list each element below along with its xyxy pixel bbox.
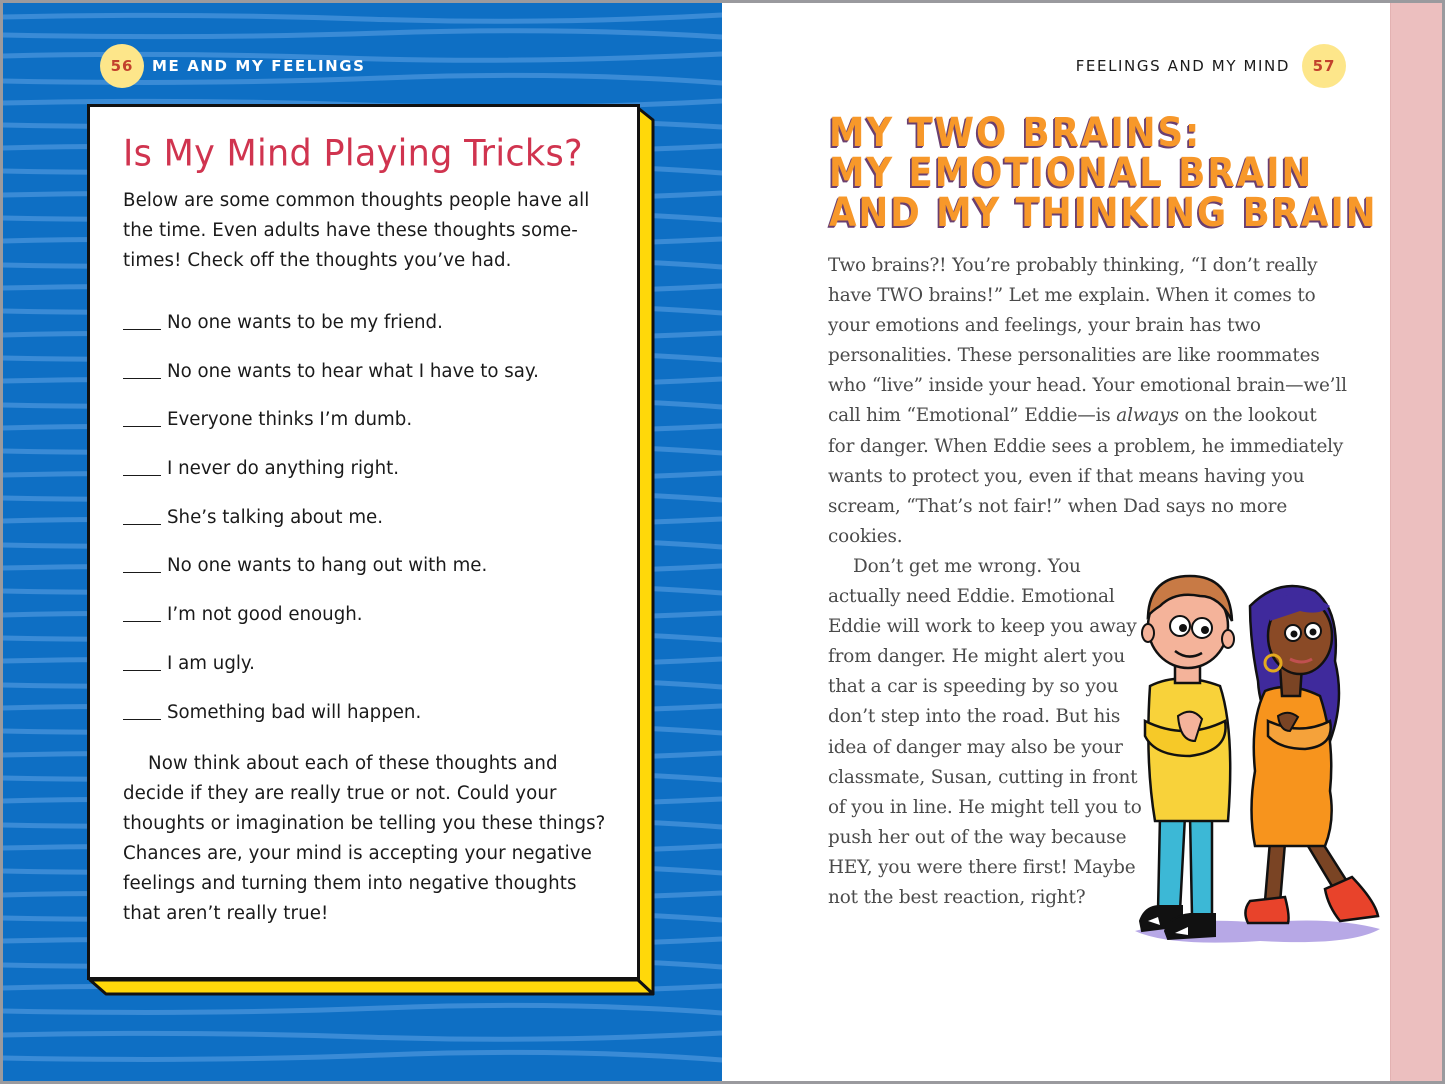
book-spread	[3, 3, 1442, 1081]
thought-text: Something bad will happen.	[167, 701, 422, 723]
checkoff-blank[interactable]	[123, 454, 161, 476]
page-number-badge: 57	[1302, 44, 1346, 88]
chapter-title: ME AND MY FEELINGS	[152, 57, 366, 75]
activity-intro: Below are some common thoughts people have all the time. Even adults have these thoughts some-times! Check off the thoughts you’ve had.	[123, 190, 590, 271]
checkoff-blank[interactable]	[123, 503, 161, 525]
checkoff-blank[interactable]	[123, 357, 161, 379]
checklist-item	[123, 454, 607, 503]
chapter-title: FEELINGS AND MY MIND	[1075, 57, 1290, 75]
thought-text: She’s talking about me.	[167, 506, 384, 528]
thought-text: I’m not good enough.	[167, 604, 363, 626]
checklist-item	[123, 503, 607, 552]
checkoff-blank[interactable]	[123, 551, 161, 573]
emphasis-text: always	[1116, 405, 1179, 427]
thought-text: No one wants to hang out with me.	[167, 555, 488, 577]
activity-box-panel	[87, 104, 640, 980]
page-edge-strip	[1390, 3, 1442, 1081]
paragraph	[828, 251, 1348, 552]
thought-text: No one wants to hear what I have to say.	[167, 360, 539, 382]
paragraph-text: Two brains?! You’re probably thinking, “I don’t really have TWO brains!” Let me explain. When it comes to your emotions and feelings, your brain has two personalities. These personalities are like roommates who “live” inside your head. Your emotional brain—we’ll call him “Emotional” Eddie—is	[828, 255, 1347, 427]
checklist-item	[123, 649, 607, 698]
heading-line: AND MY THINKING BRAIN	[829, 190, 1378, 236]
checkoff-blank[interactable]	[123, 308, 161, 330]
thought-text: Everyone thinks I’m dumb.	[167, 409, 413, 431]
checkoff-blank[interactable]	[123, 698, 161, 720]
thought-text: No one wants to be my friend.	[167, 312, 443, 333]
checklist-item	[123, 357, 607, 406]
thought-text: I never do anything right.	[167, 458, 400, 480]
running-head-right	[1076, 44, 1346, 88]
checklist-item	[123, 600, 607, 649]
left-page	[3, 3, 722, 1081]
thought-checklist	[123, 308, 607, 746]
two-kids-arms-crossed-illustration	[1130, 571, 1385, 951]
checkoff-blank[interactable]	[123, 649, 161, 671]
running-head-left	[100, 44, 366, 88]
checklist-item	[123, 698, 607, 747]
checkoff-blank[interactable]	[123, 600, 161, 622]
activity-title: Is My Mind Playing Tricks?	[123, 133, 583, 175]
section-heading	[829, 110, 1378, 236]
right-page	[722, 3, 1390, 1081]
thought-text: I am ugly.	[167, 652, 255, 674]
heading-line: MY EMOTIONAL BRAIN	[829, 150, 1314, 196]
activity-conclusion: Now think about each of these thoughts and decide if they are really true or not. Could your thoughts or imagination be telling you these things? Chances are, your mind is accepting your negative feelings and turning them into negative thoughts that aren’t really true!	[123, 753, 606, 925]
paragraph: Don’t get me wrong. You actually need Eddie. Emotional Eddie will work to keep you away from danger. He might alert you that a car is speeding by so you don’t step into the road. But his idea of danger may also be your classmate, Susan, cutting in front of you in line. He might tell you to push her out of the way because HEY, you were there first! Maybe not the best reaction, right?	[828, 555, 1142, 908]
page-number-badge: 56	[100, 44, 144, 88]
heading-line: MY TWO BRAINS:	[829, 110, 1202, 156]
checkoff-blank[interactable]	[123, 405, 161, 427]
checklist-item	[123, 308, 607, 357]
activity-box	[87, 104, 659, 999]
checklist-item	[123, 551, 607, 600]
paragraph-text: on the lookout for danger. When Eddie sees a problem, he immediately wants to protect you, even if that means having you scream, “That’s not fair!” when Dad says no more cookies.	[828, 405, 1344, 547]
checklist-item	[123, 405, 607, 454]
